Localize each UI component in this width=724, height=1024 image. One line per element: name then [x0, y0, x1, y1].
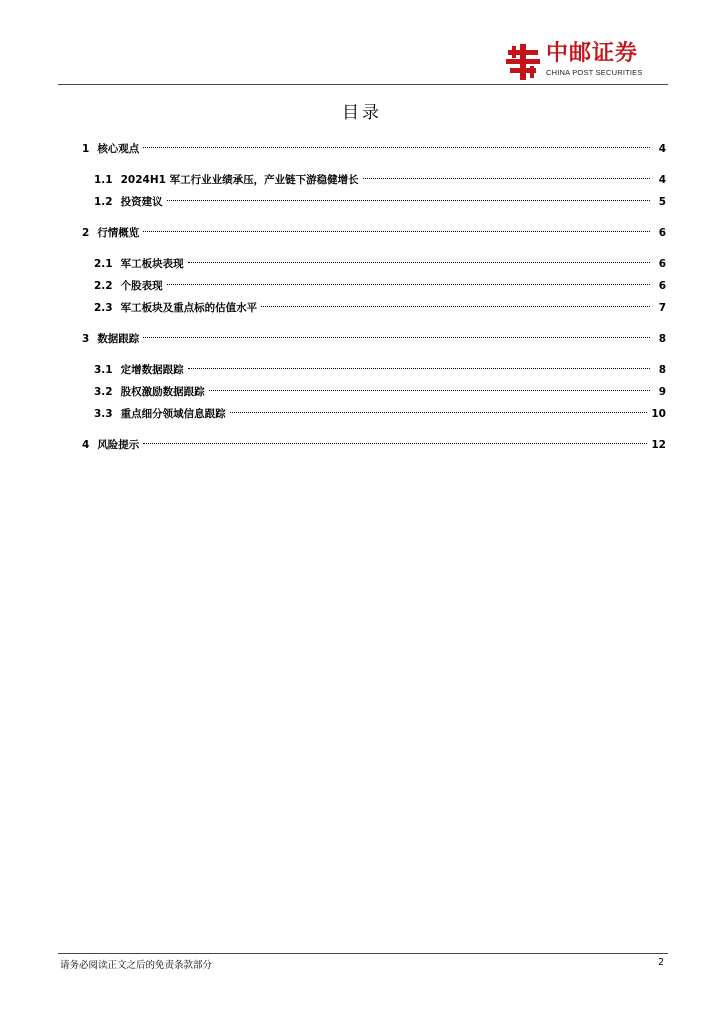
toc-entry-number: 3.3 [94, 408, 113, 420]
toc-leader-dots [143, 147, 650, 148]
toc-entry-page: 5 [658, 196, 666, 208]
toc-entry-title: 行情概览 [97, 227, 140, 239]
page-header [58, 42, 668, 86]
toc-entry-title: 核心观点 [97, 143, 140, 155]
toc-entry-2-1[interactable] [82, 254, 666, 274]
toc-leader-dots [143, 443, 647, 444]
toc-entry-page: 6 [658, 280, 666, 292]
toc-entry-number: 2.2 [94, 280, 113, 292]
toc-entry-3-1[interactable] [82, 360, 666, 380]
toc-entry-title: 投资建议 [120, 196, 163, 208]
toc-leader-dots [188, 262, 650, 263]
toc-entry-page: 8 [658, 364, 666, 376]
table-of-contents [82, 139, 666, 466]
toc-leader-dots [167, 200, 650, 201]
china-post-logo-icon [506, 44, 540, 80]
page-number: 2 [657, 957, 664, 968]
toc-entry-1[interactable] [82, 139, 666, 159]
toc-entry-page: 10 [651, 408, 666, 420]
toc-entry-title: 军工板块及重点标的估值水平 [120, 302, 258, 314]
toc-leader-dots [363, 178, 650, 179]
toc-leader-dots [143, 337, 650, 338]
toc-entry-title: 股权激励数据跟踪 [120, 386, 205, 398]
toc-entry-2-2[interactable] [82, 276, 666, 296]
toc-entry-title: 军工板块表现 [120, 258, 184, 270]
toc-entry-page: 4 [658, 174, 666, 186]
toc-entry-number: 2.3 [94, 302, 113, 314]
toc-entry-title: 数据跟踪 [97, 333, 140, 345]
toc-entry-page: 7 [658, 302, 666, 314]
disclaimer-note: 请务必阅读正文之后的免责条款部分 [60, 960, 213, 971]
footer-divider [58, 953, 668, 954]
toc-entry-page: 9 [658, 386, 666, 398]
toc-entry-4[interactable] [82, 435, 666, 455]
toc-entry-title: 2024H1 军工行业业绩承压，产业链下游稳健增长 [120, 174, 359, 186]
toc-entry-number: 1.2 [94, 196, 113, 208]
toc-entry-number: 3.1 [94, 364, 113, 376]
toc-entry-page: 8 [658, 333, 666, 345]
toc-entry-3[interactable] [82, 329, 666, 349]
toc-entry-3-3[interactable] [82, 404, 666, 424]
toc-entry-title: 重点细分领域信息跟踪 [120, 408, 226, 420]
logo-english-name: CHINA POST SECURITIES [546, 68, 643, 77]
toc-entry-number: 1.1 [94, 174, 113, 186]
toc-entry-number: 2.1 [94, 258, 113, 270]
toc-entry-3-2[interactable] [82, 382, 666, 402]
toc-leader-dots [209, 390, 650, 391]
toc-entry-number: 2 [82, 227, 90, 239]
toc-entry-title: 风险提示 [97, 439, 140, 451]
toc-leader-dots [167, 284, 650, 285]
toc-entry-title: 定增数据跟踪 [120, 364, 184, 376]
toc-entry-number: 3.2 [94, 386, 113, 398]
toc-leader-dots [230, 412, 648, 413]
toc-entry-2[interactable] [82, 223, 666, 243]
header-divider [58, 84, 668, 85]
company-logo [506, 42, 668, 82]
toc-entry-number: 4 [82, 439, 90, 451]
toc-entry-page: 6 [658, 258, 666, 270]
toc-title: 目录 [342, 103, 382, 123]
logo-chinese-name: 中邮证券 [546, 41, 639, 66]
toc-entry-1-1[interactable] [82, 170, 666, 190]
toc-entry-page: 6 [658, 227, 666, 239]
toc-entry-2-3[interactable] [82, 298, 666, 318]
toc-entry-number: 3 [82, 333, 90, 345]
toc-leader-dots [261, 306, 650, 307]
toc-entry-1-2[interactable] [82, 192, 666, 212]
toc-leader-dots [143, 231, 650, 232]
toc-entry-page: 12 [651, 439, 666, 451]
toc-leader-dots [188, 368, 650, 369]
toc-entry-title: 个股表现 [120, 280, 163, 292]
toc-entry-page: 4 [658, 143, 666, 155]
toc-entry-number: 1 [82, 143, 90, 155]
